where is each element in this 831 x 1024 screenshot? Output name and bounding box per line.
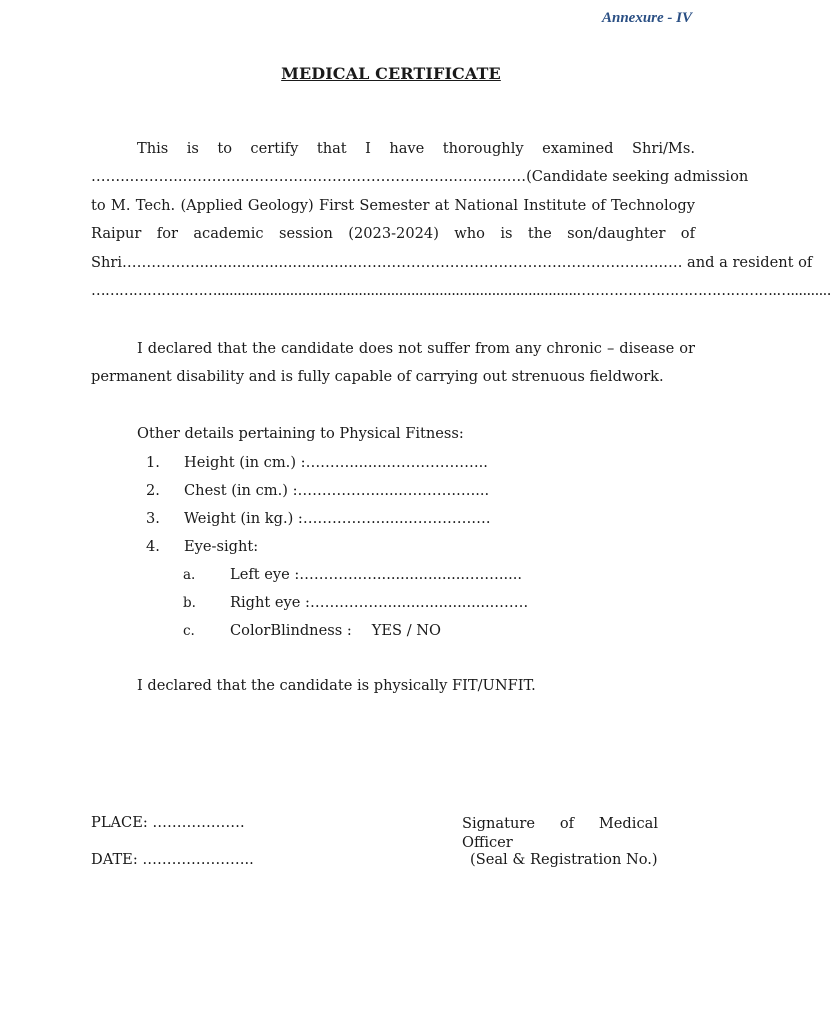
para2-line: permanent disability and is fully capable of carrying out strenuous fieldwork. — [91, 368, 664, 386]
seal-label: (Seal & Registration No.) — [470, 851, 658, 868]
sub-list-item-letter: a. — [183, 567, 196, 583]
fitness-heading: Other details pertaining to Physical Fitness: — [137, 425, 464, 442]
para1-line: Shri……………...................................……………………………………………….……..…. and a resident of — [91, 253, 813, 271]
color-blindness-field — [230, 617, 441, 645]
declaration-paragraph — [91, 335, 695, 392]
para1-line: This is to certify that I have thoroughly examined Shri/Ms. — [137, 140, 695, 157]
para1-line: to M. Tech. (Applied Geology) First Semester at National Institute of Technology — [91, 196, 695, 214]
left-eye-field: Left eye :………….…....................……..... — [230, 566, 523, 583]
sub-list-item-letter: c. — [183, 623, 195, 639]
document-title: MEDICAL CERTIFICATE — [281, 64, 501, 83]
signature-block — [462, 814, 658, 852]
list-item-number: 4. — [146, 538, 160, 555]
date-field: DATE: ………………….. — [91, 851, 254, 868]
right-eye-field: Right eye :……………........................……. — [230, 594, 529, 611]
signature-label-continued: Officer — [462, 834, 513, 851]
para1-line: ……………………….........................................................................................…………………………………….….......... — [91, 282, 831, 300]
annexure-label: Annexure - IV — [601, 10, 692, 26]
para2-line: I declared that the candidate does not suffer from any chronic – disease or — [137, 340, 695, 357]
para1-line: ……..………..……….....………….………………………..……………(Candidate seeking admission — [91, 168, 749, 186]
chest-field: Chest (in cm.) :……………........……….….... — [184, 482, 490, 499]
fitness-declaration: I declared that the candidate is physically FIT/UNFIT. — [137, 677, 536, 694]
color-blindness-options: YES / NO — [371, 622, 441, 639]
color-blindness-label: ColorBlindness : — [230, 622, 352, 639]
para1-line: Raipur for academic session (2023-2024) who is the son/daughter of — [91, 225, 695, 243]
signature-label: Signature of Medical — [462, 815, 658, 832]
list-item-number: 2. — [146, 482, 160, 499]
list-item-number: 3. — [146, 510, 160, 527]
height-field: Height (in cm.) :……….........……………….. — [184, 454, 488, 471]
sub-list-item-letter: b. — [183, 595, 196, 611]
weight-field: Weight (in kg.) :……………........……………. — [184, 510, 491, 527]
eyesight-label: Eye-sight: — [184, 538, 259, 555]
place-field: PLACE: ………………. — [91, 814, 245, 831]
list-item-number: 1. — [146, 454, 160, 471]
certification-paragraph — [91, 135, 831, 305]
